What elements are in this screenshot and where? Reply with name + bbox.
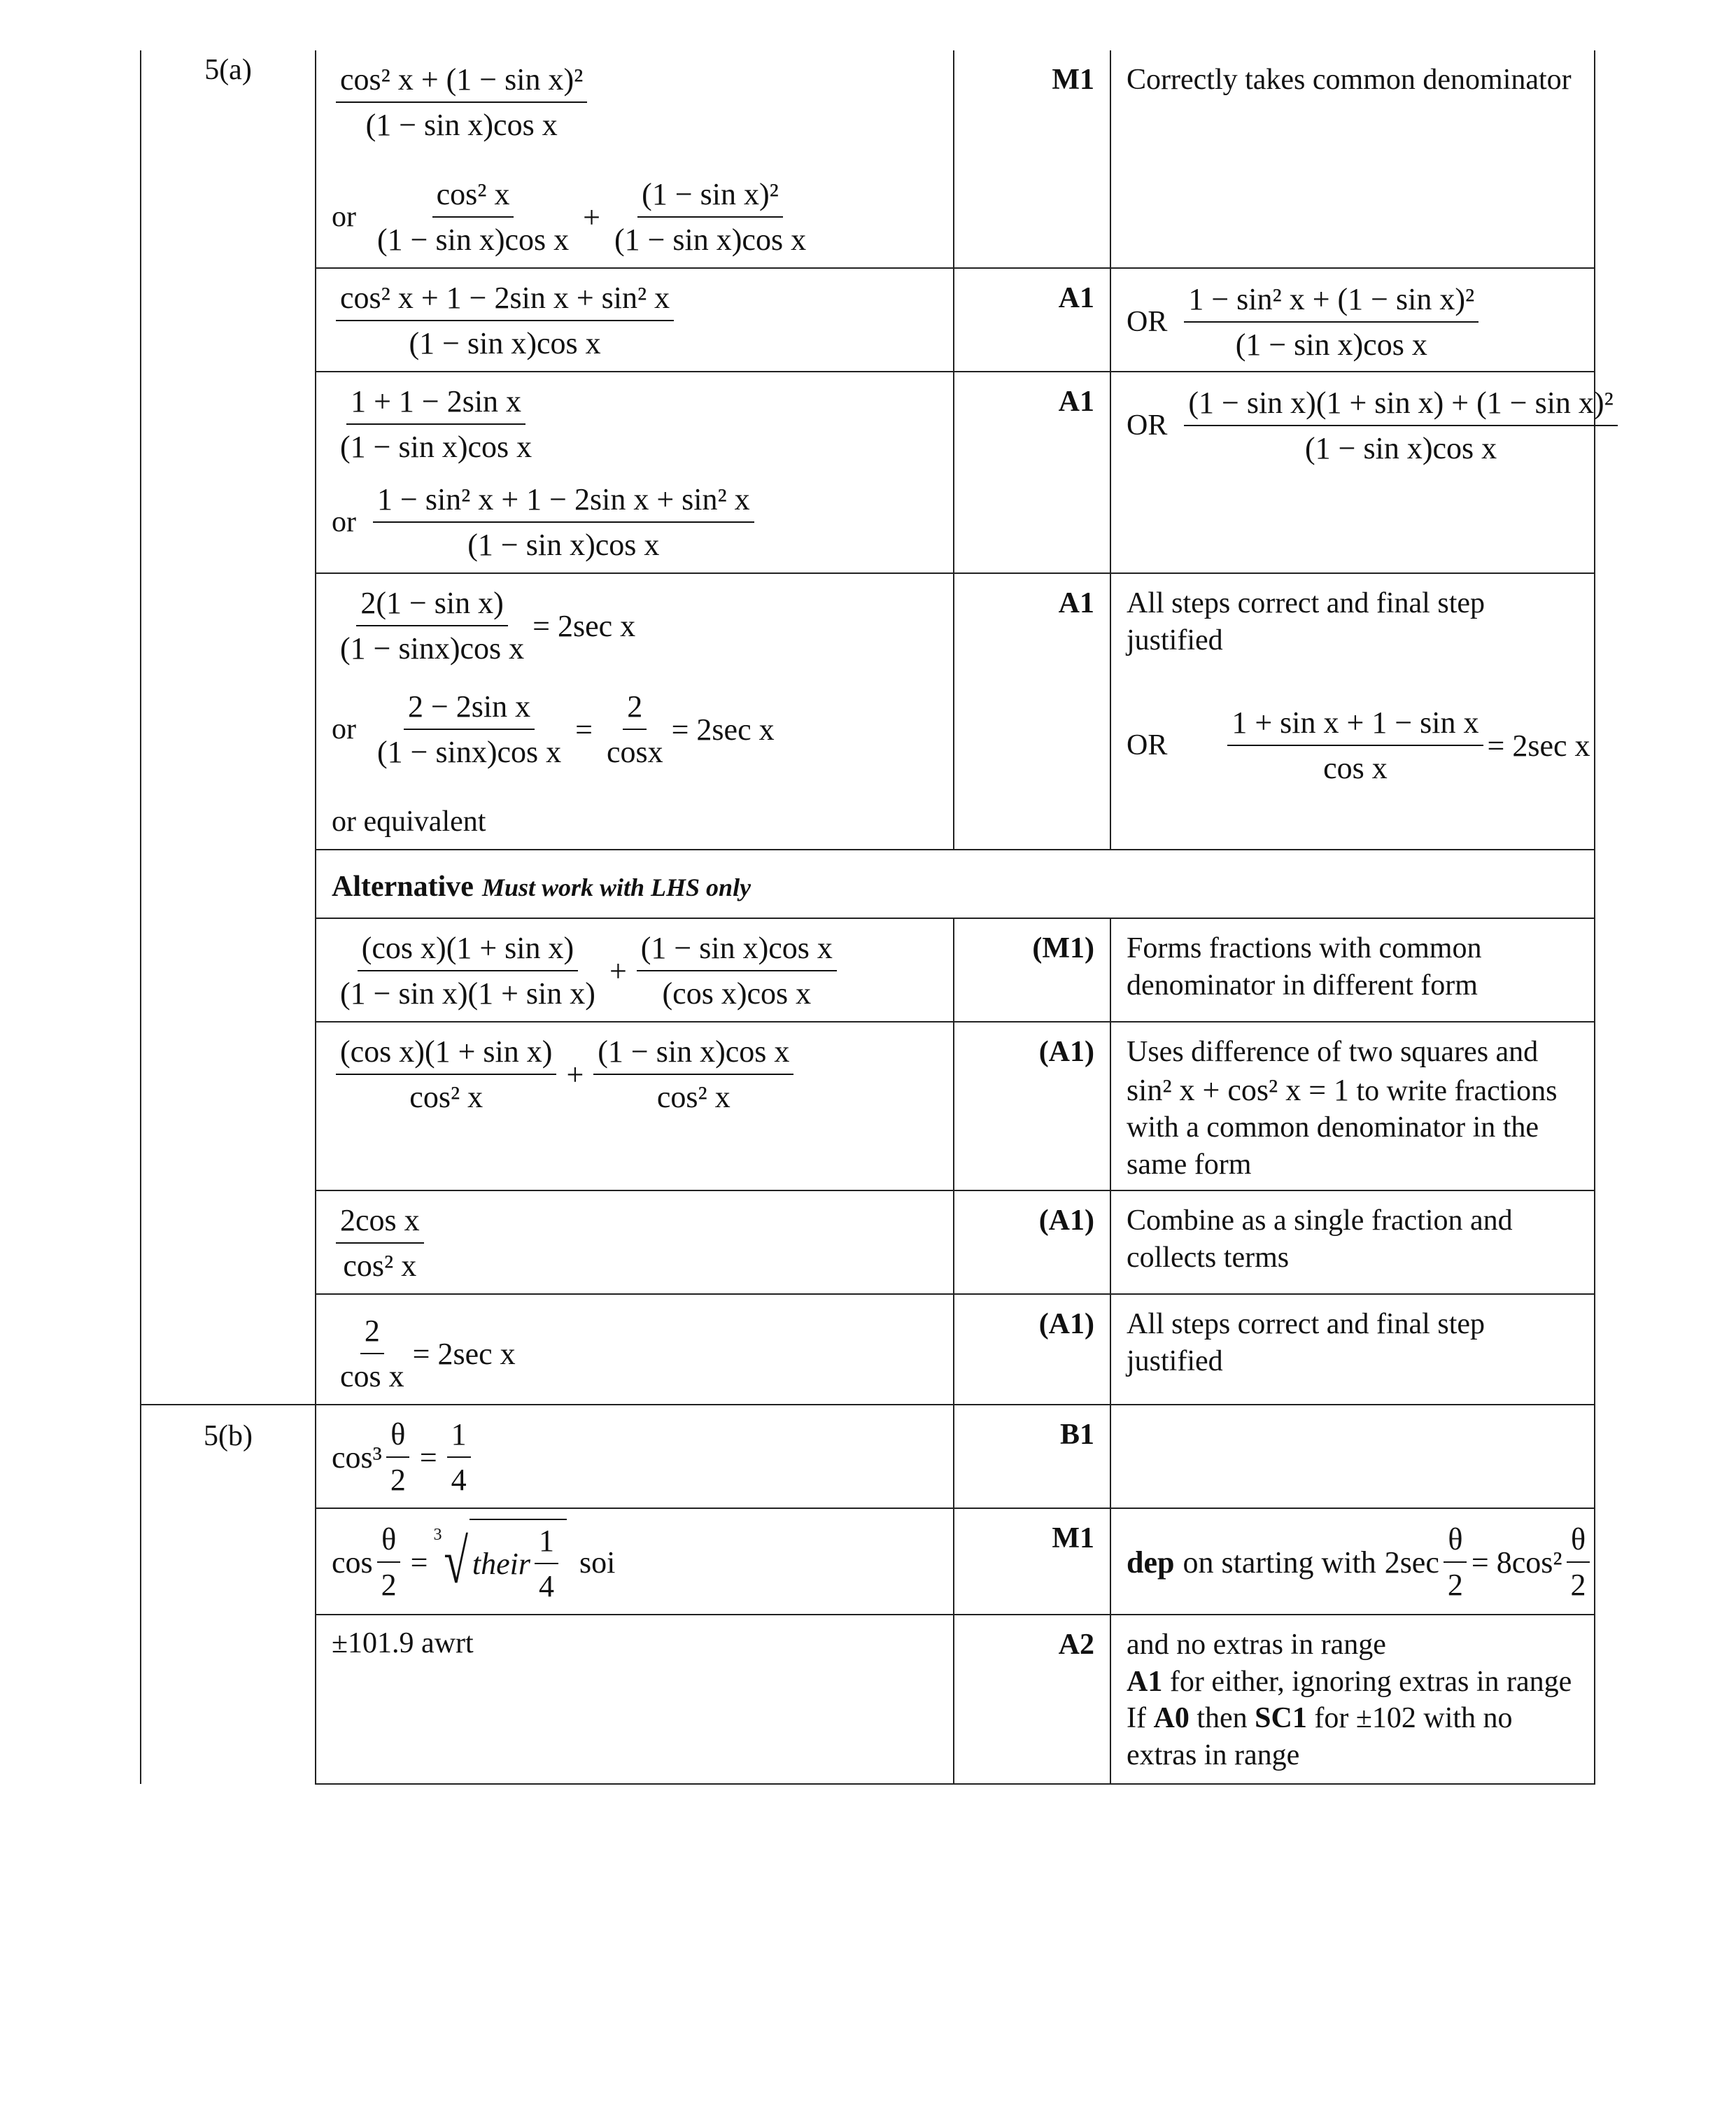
fraction: $\frac{\text{(1 − sin x)²}}{\text{(1 − sin x)cos x}}$ bbox=[610, 175, 810, 259]
fraction: $\frac{\text{2cos x}}{\text{cos² x}}$ bbox=[336, 1201, 424, 1285]
mark-cell: (M1) bbox=[954, 918, 1110, 1022]
or-equivalent-text: or equivalent bbox=[332, 806, 486, 838]
answer-cell bbox=[316, 1190, 954, 1294]
guidance-cell: All steps correct and final step justified bbox=[1110, 1294, 1595, 1405]
fraction: $\frac{\text{cos² x + (1 − sin x)²}}{\text{(1 − sin x)cos x}}$ bbox=[336, 60, 587, 144]
mark-cell: A1 bbox=[954, 268, 1110, 372]
guidance-cell: All steps correct and final step justified OR $\frac{\text{1 + sin x + 1 − sin x}}{\text{cos x}}$ = 2sec x bbox=[1110, 573, 1595, 850]
table-row bbox=[141, 573, 1595, 850]
table-row bbox=[141, 1405, 1595, 1508]
mark-cell: A2 bbox=[954, 1615, 1110, 1784]
fraction: $\frac{\theta}{2}$ bbox=[386, 1415, 410, 1499]
table-row bbox=[141, 268, 1595, 372]
mark-cell: A1 bbox=[954, 573, 1110, 850]
fraction: $\frac{1}{4}$ bbox=[535, 1522, 558, 1605]
guidance-cell: and no extras in range A1 for either, ignoring extras in range If A0 then SC1 for ±102 with no extras in range bbox=[1110, 1615, 1595, 1784]
alternative-header-cell bbox=[316, 850, 1595, 919]
fraction: $\frac{\theta}{2}$ bbox=[377, 1520, 401, 1604]
fraction: $\frac{1}{4}$ bbox=[447, 1415, 471, 1499]
fraction: $\frac{\text{(cos x)(1 + sin x)}}{\text{(1 − sin x)(1 + sin x)}}$ bbox=[336, 929, 600, 1013]
mark-cell: (A1) bbox=[954, 1022, 1110, 1190]
guidance-cell: Combine as a single fraction and collects terms bbox=[1110, 1190, 1595, 1294]
guidance-cell: OR $\frac{\text{1 − sin² x + (1 − sin x)²}}{\text{(1 − sin x)cos x}}$ bbox=[1110, 268, 1595, 372]
answer-cell: $\frac{\text{(cos x)(1 + sin x)}}{\text{cos² x}}$ + $\frac{\text{(1 − sin x)cos x}}{\text{cos² x}}$ bbox=[316, 1022, 954, 1190]
question-label-5a: 5(a) bbox=[204, 54, 252, 86]
question-number-cell bbox=[141, 50, 316, 1405]
answer-cell: $\frac{\text{1 + 1 − 2sin x}}{\text{(1 − sin x)cos x}}$ or $\frac{\text{1 − sin² x + 1 − 2sin x + sin² x}}{\text{(1 − sin x)cos x}}$ bbox=[316, 372, 954, 573]
cube-root: 3 √ their $\frac{1}{4}$ bbox=[433, 1519, 567, 1605]
mark-cell: (A1) bbox=[954, 1294, 1110, 1405]
answer-cell bbox=[316, 268, 954, 372]
question-label-5b: 5(b) bbox=[204, 1420, 253, 1452]
table-row bbox=[141, 850, 1595, 919]
table-row bbox=[141, 1294, 1595, 1405]
fraction: $\frac{\text{(1 − sin x)(1 + sin x) + (1 − sin x)²}}{\text{(1 − sin x)cos x}}$ bbox=[1184, 384, 1617, 468]
guidance-cell: dep on starting with 2sec $\frac{\theta}{2}$ = 8cos² $\frac{\theta}{2}$ bbox=[1110, 1508, 1595, 1615]
answer-cell: $\frac{\text{(cos x)(1 + sin x)}}{\text{(1 − sin x)(1 + sin x)}}$ + $\frac{\text{(1 − sin x)cos x}}{\text{(cos x)cos x}}$ bbox=[316, 918, 954, 1022]
fraction: $\frac{2}{\cos x}$ bbox=[602, 687, 668, 771]
fraction: $\frac{\theta}{2}$ bbox=[1567, 1520, 1590, 1604]
answer-cell: $\frac{2}{\text{cos x}}$ = 2sec x bbox=[316, 1294, 954, 1405]
fraction: $\frac{\text{2 − 2sin x}}{\text{(1 − sinx)cos x}}$ bbox=[373, 687, 565, 771]
or-text: or bbox=[332, 200, 356, 233]
guidance-cell bbox=[1110, 1405, 1595, 1508]
fraction: $\frac{2}{\text{cos x}}$ bbox=[336, 1312, 409, 1396]
fraction: $\frac{\text{1 + 1 − 2sin x}}{\text{(1 − sin x)cos x}}$ bbox=[336, 382, 536, 466]
fraction: $\frac{\text{cos² x + 1 − 2sin x + sin² x}}{\text{(1 − sin x)cos x}}$ bbox=[336, 279, 674, 363]
answer-cell: $\frac{\text{2(1 − sin x)}}{\text{(1 − sinx)cos x}}$ = 2sec x or $\frac{\text{2 − 2sin x}}{\text{(1 − sinx)cos x}}$ = $\frac{2}{\cos x}$ = 2sec x or equivalent bbox=[316, 573, 954, 850]
mark-cell: M1 bbox=[954, 50, 1110, 268]
guidance-cell: Forms fractions with common denominator in different form bbox=[1110, 918, 1595, 1022]
table-row bbox=[141, 1615, 1595, 1784]
guidance-cell: OR $\frac{\text{(1 − sin x)(1 + sin x) + (1 − sin x)²}}{\text{(1 − sin x)cos x}}$ bbox=[1110, 372, 1595, 573]
table-row bbox=[141, 50, 1595, 268]
table-row bbox=[141, 1508, 1595, 1615]
alternative-note: Must work with LHS only bbox=[481, 873, 751, 901]
answer-cell: ±101.9 awrt bbox=[316, 1615, 954, 1784]
alternative-title: Alternative bbox=[332, 870, 474, 903]
mark-cell: A1 bbox=[954, 372, 1110, 573]
fraction: $\frac{\text{1 − sin² x + 1 − 2sin x + sin² x}}{\text{(1 − sin x)cos x}}$ bbox=[373, 480, 754, 564]
question-number-cell bbox=[141, 1405, 316, 1784]
fraction: $\frac{\text{2(1 − sin x)}}{\text{(1 − sinx)cos x}}$ bbox=[336, 584, 528, 668]
fraction: $\frac{\text{(1 − sin x)cos x}}{\text{(cos x)cos x}}$ bbox=[637, 929, 837, 1013]
table-row bbox=[141, 372, 1595, 573]
guidance-cell: Correctly takes common denominator bbox=[1110, 50, 1595, 268]
answer-cell: $\frac{\text{cos² x + (1 − sin x)²}}{\text{(1 − sin x)cos x}}$ or $\frac{\text{cos² x}}{\text{(1 − sin x)cos x}}$ + $\frac{\text{(1 − sin x)²}}{\text{(1 − sin x)cos x}}$ bbox=[316, 50, 954, 268]
fraction: $\frac{\text{1 + sin x + 1 − sin x}}{\text{cos x}}$ bbox=[1227, 703, 1483, 787]
table-row bbox=[141, 1190, 1595, 1294]
fraction: $\frac{\text{cos² x}}{\text{(1 − sin x)cos x}}$ bbox=[373, 175, 573, 259]
answer-cell: cos $\frac{\theta}{2}$ = 3 √ their $\frac{1}{4}$ soi bbox=[316, 1508, 954, 1615]
table-row bbox=[141, 918, 1595, 1022]
mark-cell: M1 bbox=[954, 1508, 1110, 1615]
fraction: $\frac{\text{(cos x)(1 + sin x)}}{\text{cos² x}}$ bbox=[336, 1032, 556, 1116]
mark-cell: (A1) bbox=[954, 1190, 1110, 1294]
guidance-cell: Uses difference of two squares and sin² x + cos² x = 1 to write fractions with a common denominator in the same form bbox=[1110, 1022, 1595, 1190]
fraction: $\frac{\text{1 − sin² x + (1 − sin x)²}}{\text{(1 − sin x)cos x}}$ bbox=[1184, 280, 1479, 364]
mark-cell: B1 bbox=[954, 1405, 1110, 1508]
radical-sign-icon: √ bbox=[444, 1527, 469, 1596]
fraction: $\frac{\text{(1 − sin x)cos x}}{\text{cos² x}}$ bbox=[593, 1032, 793, 1116]
fraction: $\frac{\theta}{2}$ bbox=[1444, 1520, 1467, 1604]
answer-cell: cos³ $\frac{\theta}{2}$ = $\frac{1}{4}$ bbox=[316, 1405, 954, 1508]
mark-scheme-table bbox=[140, 50, 1614, 1785]
table-row bbox=[141, 1022, 1595, 1190]
